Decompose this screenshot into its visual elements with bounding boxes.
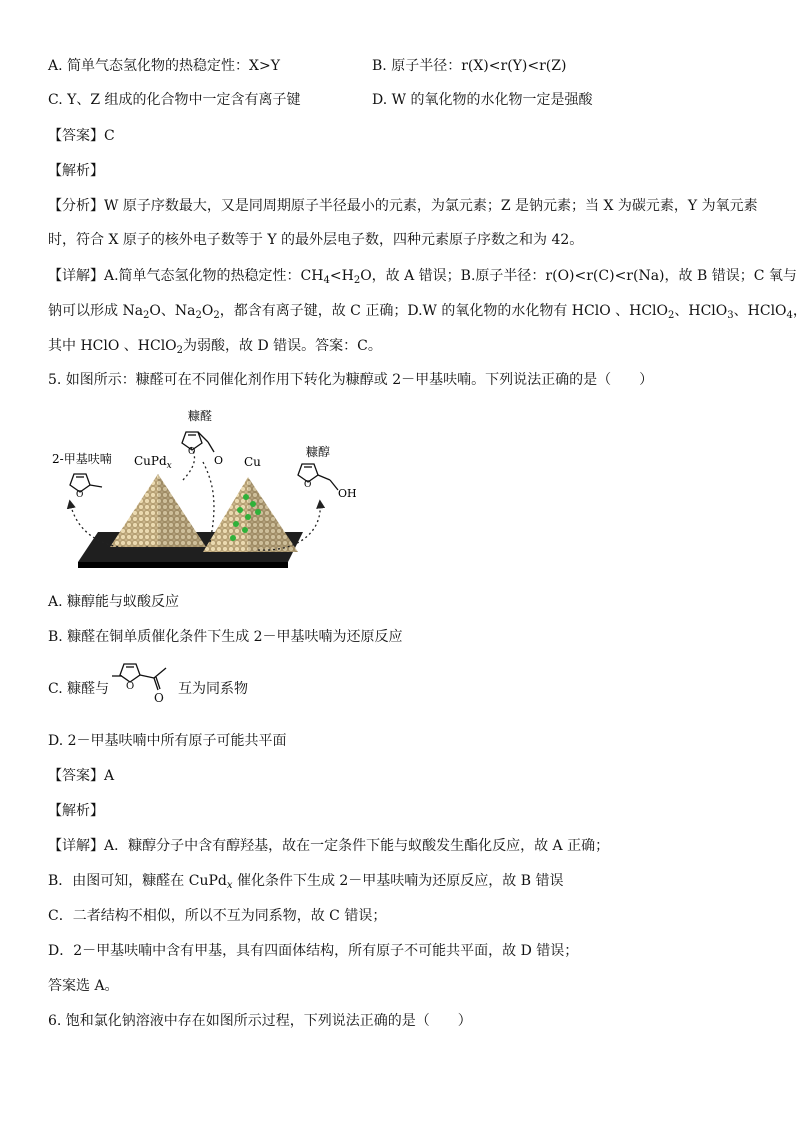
q4-answer: 【答案】C bbox=[48, 128, 115, 144]
ring-oxygen: O bbox=[188, 447, 196, 457]
q4-detail-text: O，故 A 错误；B.原子半径：r(O)<r(C)<r(Na)，故 B 错误；C 氧与 bbox=[360, 268, 797, 284]
q5-explanation-text: 催化条件下生成 2－甲基呋喃为还原反应，故 B 错误 bbox=[232, 873, 564, 889]
q4-option-d: D. W 的氧化物的水化物一定是强酸 bbox=[372, 92, 593, 108]
q5-explanation-b bbox=[48, 871, 564, 896]
ring-oxygen: O bbox=[126, 681, 135, 692]
q4-detail-line-2 bbox=[48, 301, 807, 326]
carbonyl-oxygen: O bbox=[214, 454, 224, 467]
q4-detail-text: O bbox=[201, 303, 214, 319]
q5-explanation-a: 【详解】A．糠醇分子中含有醇羟基，故在一定条件下能与蚁酸发生酯化反应，故 A 正确； bbox=[48, 838, 610, 854]
q4-analysis-heading: 【解析】 bbox=[48, 163, 104, 179]
cupd-pyramid bbox=[110, 474, 206, 547]
q5-option-a: A. 糠醇能与蚁酸反应 bbox=[48, 594, 180, 610]
acetylfuran-structure bbox=[112, 654, 182, 706]
q5-option-b: B. 糠醛在铜单质催化条件下生成 2－甲基呋喃为还原反应 bbox=[48, 629, 403, 645]
subscript: x bbox=[226, 880, 233, 891]
subscript: 2 bbox=[176, 345, 184, 356]
q4-option-b: B. 原子半径：r(X)<r(Y)<r(Z) bbox=[372, 58, 567, 74]
subscript: 2 bbox=[143, 310, 150, 321]
q4-analysis-paragraph-1: 【分析】W 原子序数最大，又是同周期原子半径最小的元素，为氯元素；Z 是钠元素；当 X 为碳元素，Y 为氧元素 bbox=[48, 198, 758, 214]
hydroxyl-group: OH bbox=[338, 487, 357, 500]
q6-stem: 6. 饱和氯化钠溶液中存在如图所示过程，下列说法正确的是（ ） bbox=[48, 1013, 472, 1029]
subscript: 3 bbox=[727, 310, 734, 321]
q5-option-c-prefix: C. 糠醛与 bbox=[48, 681, 110, 697]
q4-analysis-paragraph-2: 时，符合 X 原子的核外电子数等于 Y 的最外层电子数，四种元素原子序数之和为 42。 bbox=[48, 232, 584, 248]
q5-stem: 5. 如图所示：糠醛可在不同催化剂作用下转化为糠醇或 2－甲基呋喃。下列说法正确的是（ ） bbox=[48, 372, 654, 388]
label-cu: Cu bbox=[244, 455, 261, 469]
q5-explanation-d: D．2－甲基呋喃中含有甲基，具有四面体结构，所有原子不可能共平面，故 D 错误； bbox=[48, 943, 579, 959]
subscript: 4 bbox=[786, 310, 793, 321]
q4-detail-text: ，都含有离子键，故 C 正确；D.W 的氧化物的水化物有 HClO 、HClO bbox=[219, 303, 669, 319]
label-cupd: CuPd$_x$ bbox=[134, 454, 172, 471]
q4-detail-text: <H bbox=[329, 268, 354, 284]
subscript: 2 bbox=[353, 275, 361, 286]
q4-detail-line-1 bbox=[48, 266, 797, 291]
subscript: 2 bbox=[668, 310, 675, 321]
q5-option-d: D. 2－甲基呋喃中所有原子可能共平面 bbox=[48, 733, 287, 749]
q5-final-answer: 答案选 A。 bbox=[48, 978, 119, 994]
q4-detail-text: 、HClO bbox=[733, 303, 787, 319]
ring-oxygen: O bbox=[304, 480, 312, 490]
q5-analysis-heading: 【解析】 bbox=[48, 803, 104, 819]
q4-detail-text: 为弱酸，故 D 错误。答案：C。 bbox=[183, 338, 382, 354]
cu-pyramid bbox=[203, 477, 298, 552]
subscript: 2 bbox=[195, 310, 202, 321]
q4-option-c: C. Y、Z 组成的化合物中一定含有离子键 bbox=[48, 92, 301, 108]
q4-option-a: A. 简单气态氢化物的热稳定性：X>Y bbox=[48, 58, 280, 74]
ring-oxygen: O bbox=[76, 490, 84, 500]
label-methylfuran: 2-甲基呋喃 bbox=[52, 452, 112, 466]
q5-explanation-text: B．由图可知，糠醛在 CuPd bbox=[48, 873, 227, 889]
q4-detail-text: 其中 HClO 、HClO bbox=[48, 338, 177, 354]
q4-detail-text: 【详解】A.简单气态氢化物的热稳定性：CH bbox=[48, 268, 324, 284]
subscript: 2 bbox=[213, 310, 220, 321]
q4-detail-text: O、Na bbox=[149, 303, 196, 319]
q5-option-c-suffix: 互为同系物 bbox=[178, 681, 248, 697]
catalysis-figure bbox=[48, 402, 368, 578]
q5-explanation-c: C．二者结构不相似，所以不互为同系物，故 C 错误； bbox=[48, 908, 387, 924]
label-furfuryl-alcohol: 糠醇 bbox=[306, 445, 331, 459]
methylfuran-molecule bbox=[70, 474, 102, 492]
q4-detail-text: ， bbox=[792, 303, 807, 319]
q4-detail-text: 、HClO bbox=[674, 303, 728, 319]
label-furfural: 糠醛 bbox=[188, 409, 213, 423]
arrow-from-furfural-right bbox=[203, 462, 214, 542]
q4-detail-line-3 bbox=[48, 336, 382, 361]
subscript: 4 bbox=[323, 275, 330, 286]
carbonyl-oxygen: O bbox=[154, 691, 164, 705]
furfural-molecule bbox=[182, 432, 214, 452]
q4-detail-text: 钠可以形成 Na bbox=[48, 303, 144, 319]
q5-answer: 【答案】A bbox=[48, 768, 115, 784]
